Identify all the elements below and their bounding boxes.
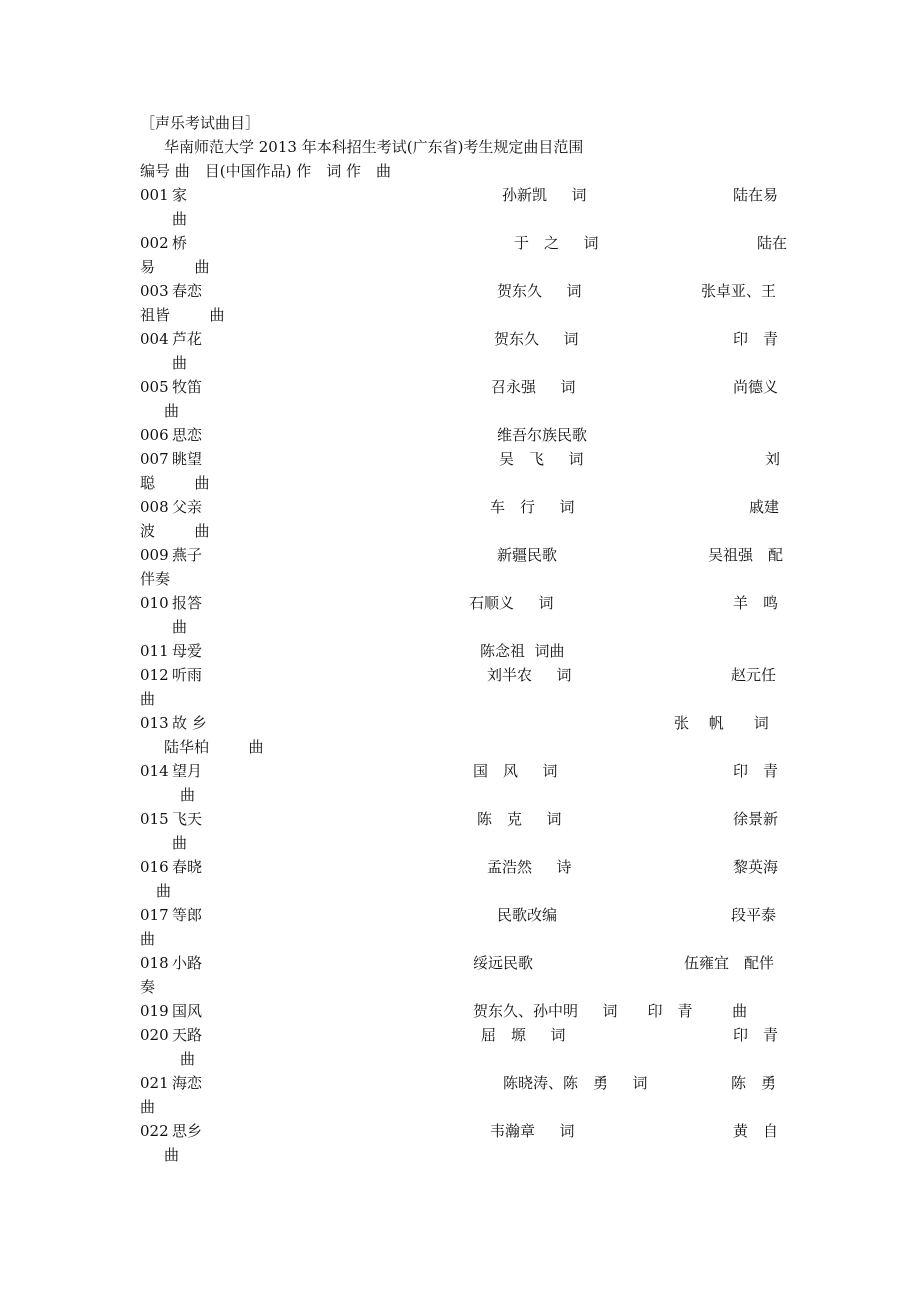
song-number: 013 (140, 714, 169, 732)
song-title: 等郎 (172, 906, 203, 924)
song-number: 004 (140, 330, 169, 348)
song-lyricist: 贺东久 词 (497, 282, 582, 300)
song-row (0, 279, 920, 303)
song-title: 父亲 (172, 498, 203, 516)
song-title: 眺望 (172, 450, 203, 468)
song-composer: 刘 (765, 450, 781, 468)
song-row (0, 495, 920, 519)
song-title: 思恋 (172, 426, 203, 444)
song-row (0, 1071, 920, 1095)
song-lyricist: 贺东久、孙中明 词 印 青 曲 (473, 1002, 748, 1020)
song-wrap-line: 曲 (140, 1098, 156, 1116)
song-lyricist: 吴 飞 词 (499, 450, 584, 468)
song-number: 020 (140, 1026, 169, 1044)
song-title: 国风 (172, 1002, 203, 1020)
song-row (0, 1119, 920, 1143)
song-number: 016 (140, 858, 169, 876)
song-lyricist: 屈 塬 词 (481, 1026, 566, 1044)
song-lyricist: 贺东久 词 (494, 330, 579, 348)
song-title: 春晓 (172, 858, 203, 876)
song-wrap-line: 伴奏 (140, 570, 171, 588)
song-title: 家 (172, 186, 188, 204)
song-row (0, 447, 920, 471)
song-composer: 段平泰 (731, 906, 777, 924)
song-wrap-line: 曲 (172, 834, 188, 852)
song-composer: 伍雍宜 配伴 (684, 954, 775, 972)
song-title: 春恋 (172, 282, 203, 300)
song-title: 牧笛 (172, 378, 203, 396)
song-number: 007 (140, 450, 169, 468)
song-title: 天路 (172, 1026, 203, 1044)
song-title: 思乡 (172, 1122, 203, 1140)
song-lyricist: 召永强 词 (491, 378, 576, 396)
song-title: 燕子 (172, 546, 203, 564)
song-composer: 陈 勇 (731, 1074, 777, 1092)
song-title: 母爱 (172, 642, 203, 660)
song-number: 015 (140, 810, 169, 828)
song-lyricist: 绥远民歌 (473, 954, 534, 972)
song-wrap-line: 曲 (164, 402, 180, 420)
song-lyricist: 陈念祖 词曲 (480, 642, 565, 660)
song-composer: 陆在 (757, 234, 788, 252)
song-number: 009 (140, 546, 169, 564)
song-wrap-line: 波 曲 (140, 522, 210, 540)
song-number: 021 (140, 1074, 169, 1092)
song-wrap-line: 陆华柏 曲 (164, 738, 264, 756)
song-number: 002 (140, 234, 169, 252)
song-wrap-line: 聪 曲 (140, 474, 210, 492)
song-row (0, 639, 920, 663)
song-composer: 尚德义 (733, 378, 779, 396)
song-row (0, 711, 920, 735)
song-row (0, 759, 920, 783)
song-wrap-line: 曲 (172, 354, 188, 372)
song-lyricist: 陈晓涛、陈 勇 词 (503, 1074, 648, 1092)
song-wrap-line: 曲 (172, 210, 188, 228)
song-number: 003 (140, 282, 169, 300)
song-number: 017 (140, 906, 169, 924)
song-composer: 黄 自 (733, 1122, 779, 1140)
song-composer: 徐景新 (733, 810, 779, 828)
song-title: 飞天 (172, 810, 203, 828)
song-number: 011 (140, 642, 169, 660)
song-lyricist: 石顺义 词 (469, 594, 554, 612)
song-title: 报答 (172, 594, 203, 612)
song-number: 008 (140, 498, 169, 516)
song-number: 019 (140, 1002, 169, 1020)
section-heading: ［声乐考试曲目］ (140, 114, 261, 132)
song-composer: 赵元任 (731, 666, 777, 684)
song-number: 005 (140, 378, 169, 396)
song-number: 006 (140, 426, 169, 444)
song-composer: 印 青 (733, 762, 779, 780)
song-wrap-line: 易 曲 (140, 258, 210, 276)
song-lyricist: 于 之 词 (514, 234, 599, 252)
song-row (0, 999, 920, 1023)
song-composer: 印 青 (733, 1026, 779, 1044)
song-wrap-line: 曲 (140, 930, 156, 948)
song-row (0, 375, 920, 399)
song-composer: 戚建 (749, 498, 780, 516)
song-lyricist: 民歌改编 (497, 906, 558, 924)
song-composer: 张卓亚、王 (701, 282, 777, 300)
document-title: 华南师范大学 2013 年本科招生考试(广东省)考生规定曲目范围 (164, 138, 584, 156)
song-title: 芦花 (172, 330, 203, 348)
song-lyricist: 新疆民歌 (497, 546, 558, 564)
song-title: 故 乡 (172, 714, 207, 732)
song-wrap-line: 曲 (172, 618, 188, 636)
song-wrap-line: 奏 (140, 978, 156, 996)
song-row (0, 1023, 920, 1047)
song-row (0, 183, 920, 207)
song-title: 听雨 (172, 666, 203, 684)
song-title: 海恋 (172, 1074, 203, 1092)
song-row (0, 807, 920, 831)
song-wrap-line: 祖皆 曲 (140, 306, 225, 324)
song-lyricist: 国 风 词 (473, 762, 558, 780)
song-composer: 羊 鸣 (733, 594, 779, 612)
song-row (0, 591, 920, 615)
song-title: 望月 (172, 762, 203, 780)
song-number: 018 (140, 954, 169, 972)
song-wrap-line: 曲 (180, 786, 196, 804)
song-title: 桥 (172, 234, 188, 252)
song-number: 022 (140, 1122, 169, 1140)
song-lyricist: 维吾尔族民歌 (497, 426, 588, 444)
song-number: 010 (140, 594, 169, 612)
song-lyricist: 陈 克 词 (477, 810, 562, 828)
song-title: 小路 (172, 954, 203, 972)
song-composer: 吴祖强 配 (708, 546, 784, 564)
song-row (0, 903, 920, 927)
song-composer: 陆在易 (733, 186, 779, 204)
song-wrap-line: 曲 (164, 1146, 180, 1164)
song-row (0, 423, 920, 447)
song-lyricist: 车 行 词 (490, 498, 575, 516)
song-row (0, 951, 920, 975)
song-lyricist: 孙新凯 词 (502, 186, 587, 204)
song-number: 014 (140, 762, 169, 780)
song-lyricist: 孟浩然 诗 (487, 858, 572, 876)
song-number: 001 (140, 186, 169, 204)
song-lyricist: 张 帆 词 (674, 714, 769, 732)
song-composer: 印 青 (733, 330, 779, 348)
song-wrap-line: 曲 (140, 690, 156, 708)
song-lyricist: 韦瀚章 词 (490, 1122, 575, 1140)
table-header: 编号 曲 目(中国作品) 作 词 作 曲 (140, 162, 392, 180)
song-composer: 黎英海 (733, 858, 779, 876)
song-wrap-line: 曲 (156, 882, 172, 900)
song-row (0, 327, 920, 351)
song-lyricist: 刘半农 词 (487, 666, 572, 684)
song-row (0, 855, 920, 879)
song-row (0, 663, 920, 687)
song-wrap-line: 曲 (180, 1050, 196, 1068)
song-number: 012 (140, 666, 169, 684)
